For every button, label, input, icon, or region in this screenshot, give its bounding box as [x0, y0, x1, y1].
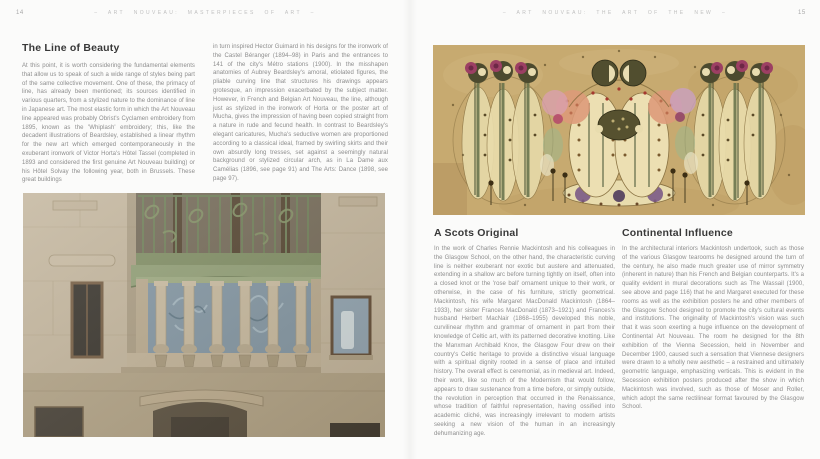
- left-page-number: 14: [16, 10, 24, 16]
- right-page: [410, 0, 820, 459]
- wassail-artwork-illustration: [433, 45, 805, 215]
- scots-heading: A Scots Original: [434, 227, 519, 239]
- wassail-artwork: [433, 45, 805, 215]
- left-column-2: in turn inspired Hector Guimard in his designs for the ironwork of the Castel Béranger (1894–98) in Paris and the entrances to 141 of the city's Métro stations (1900). In the misshapen anatomies of Aubrey Beardsley's amoral, etiolated figures, the pliable curving line that structures his drawings appears grotesque, an impression exacerbated by the subject matter. However, in French and Belgian Art Nouveau, the line, although just as stylized in the ironwork of Horta or the poster art of Mucha, gives the impression of having been copied straight from a nature in rude and fecund health. In contrast to Beardsley's elegant caricatures, Mucha's seductive women are proportioned according to a classical ideal, framed by swirling skirts and their own absurdly long tresses, set against a seemingly natural background or stylized circular arch, as in La Dame aux Camélias (1896, see page 91) and The Arts: Dance (1898, see page 97).: [213, 44, 388, 182]
- continental-body: In the architectural interiors Mackintosh undertook, such as those of the various Glasgow tearooms he designed around the turn of the century, he also made much greater use of mirror symmetry (inherent in nature) than his French and Belgian counterparts. It's a quality evident in mural decorations such as The Wassail (1900, see above and page 116) that he and Margaret executed for these rooms as well as the exhibition posters he and other members of the Glasgow School designed to promote the city's cultural events and institutions. The originality of Mackintosh's vision was such that it was soon exerting a huge influence on the development of Continental Art Nouveau. The room he designed for the 8th exhibition of the Vienna Secession, held in November and December 1900, caused such a sensation that Viennese designers were drawn to a wholly new aesthetic – a restrained and ultimately geometric language, emphasizing verticals. This is evident in the Secession exhibition posters produced after the show in which Mackintosh was involved, such as those of Moser and Roller, which adopt the same rectilinear format favoured by the Glasgow School.: [622, 246, 804, 411]
- continental-heading: Continental Influence: [622, 227, 733, 239]
- right-running-header: – ART NOUVEAU: THE ART OF THE NEW –: [502, 10, 728, 16]
- left-running-header: – ART NOUVEAU: MASTERPIECES OF ART –: [94, 10, 316, 16]
- facade-photo: [23, 193, 385, 437]
- left-column-1: At this point, it is worth considering the fundamental elements that allow us to speak of such a wide range of styles being part of the same collective movement. One of these, the primacy of line, has already been mentioned; its sources identified in various quarters, from a stylized nature to the dominance of line in Japanese art. The most elastic form in which the Art Nouveau line appeared was probably Obrist's Cyclamen embroidery from 1895, known as the 'Whiplash' embroidery; this, like the decadent illustrations of Beardsley, established a linear rhythm for the new art which emerged contemporaneously in the exuberant ironwork of Victor Horta's Hôtel Tassel (completed in 1893 and considered the first genuine Art Nouveau building) or his Hôtel Solvay the following year, both in Brussels. These great buildings: [22, 63, 195, 184]
- left-page-title: The Line of Beauty: [22, 42, 120, 54]
- right-page-number: 15: [798, 10, 806, 16]
- scots-body: In the work of Charles Rennie Mackintosh and his colleagues in the Glasgow School, on the other hand, the characteristic curving line is neither exuberant nor exotic but austere and attenuated, extending in a shallow arc before turning tightly on itself, often into a closed knot or the 'rose ball' ornament unique to their work, or otherwise, in the case of his furniture, strictly geometrical. Mackintosh, his wife Margaret MacDonald Mackintosh (1864–1933), her sister Frances MacDonald (1873–1921) and Frances's husband Herbert MacNair (1868–1955) developed this noble, curvilinear rhythm and grammar of ornament in part from their knowledge of Celtic art, with its patterned decorative knotting. Like the Manxman Archibald Knox, the Glasgow Four drew on their country's Celtic heritage to provide a distinctive visual language with a spiritual dignity rooted in a sense of place and intuited history. The overall effect is ceremonial, as in medieval art. Indeed, their work, like so much of the Modernism that would follow, appears to draw sustenance from a time before, or simply outside, the revolution in perception that occurred in the Renaissance, whose tradition of faithful representation, having ossified into academic cliché, was increasingly irrelevant to modern artists seeking a new vision of the human in an increasingly dehumanizing age.: [434, 246, 615, 437]
- page-gutter: [403, 0, 417, 459]
- facade-photo-illustration: [23, 193, 385, 437]
